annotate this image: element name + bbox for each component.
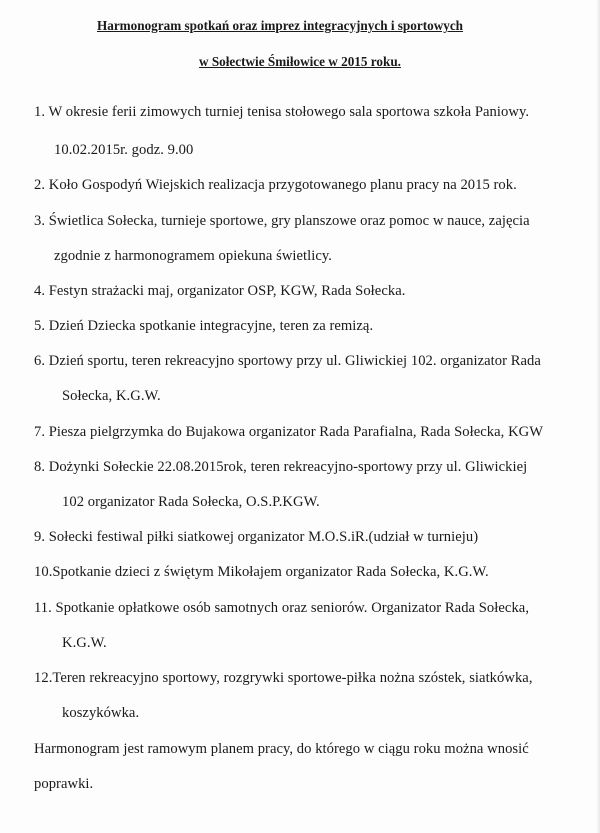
list-item-8-continuation: 102 organizator Rada Sołecka, O.S.P.KGW. bbox=[62, 494, 320, 510]
list-item-6-continuation: Sołecka, K.G.W. bbox=[62, 388, 161, 404]
list-item-1-continuation: 10.02.2015r. godz. 9.00 bbox=[54, 142, 194, 158]
scan-edge bbox=[596, 0, 600, 833]
list-item-9: 9. Sołecki festiwal piłki siatkowej organizator M.O.S.iR.(udział w turnieju) bbox=[34, 529, 479, 545]
closing-note-continuation: poprawki. bbox=[34, 776, 94, 792]
list-item-1: 1. W okresie ferii zimowych turniej tenisa stołowego sala sportowa szkoła Paniowy. bbox=[34, 104, 530, 120]
closing-note: Harmonogram jest ramowym planem pracy, do którego w ciągu roku można wnosić bbox=[34, 741, 529, 757]
document-title-line-2: w Sołectwie Śmiłowice w 2015 roku. bbox=[199, 54, 401, 69]
list-item-8: 8. Dożynki Sołeckie 22.08.2015rok, teren rekreacyjno-sportowy przy ul. Gliwickiej bbox=[34, 459, 528, 475]
list-item-11: 11. Spotkanie opłatkowe osób samotnych oraz seniorów. Organizator Rada Sołecka, bbox=[34, 600, 530, 616]
list-item-11-continuation: K.G.W. bbox=[62, 635, 107, 651]
list-item-6: 6. Dzień sportu, teren rekreacyjno sportowy przy ul. Gliwickiej 102. organizator Rada bbox=[34, 353, 541, 369]
list-item-5: 5. Dzień Dziecka spotkanie integracyjne, teren za remizą. bbox=[34, 318, 374, 334]
list-item-3-continuation: zgodnie z harmonogramem opiekuna świetlicy. bbox=[54, 248, 332, 264]
list-item-12-continuation: koszykówka. bbox=[62, 705, 140, 721]
list-item-2: 2. Koło Gospodyń Wiejskich realizacja przygotowanego planu pracy na 2015 rok. bbox=[34, 177, 517, 193]
list-item-12: 12.Teren rekreacyjno sportowy, rozgrywki sportowe-piłka nożna szóstek, siatkówka, bbox=[34, 670, 533, 686]
list-item-3: 3. Świetlica Sołecka, turnieje sportowe, gry planszowe oraz pomoc w nauce, zajęcia bbox=[34, 213, 530, 229]
list-item-4: 4. Festyn strażacki maj, organizator OSP, KGW, Rada Sołecka. bbox=[34, 283, 406, 299]
list-item-7: 7. Piesza pielgrzymka do Bujakowa organizator Rada Parafialna, Rada Sołecka, KGW bbox=[34, 424, 544, 440]
list-item-10: 10.Spotkanie dzieci z świętym Mikołajem organizator Rada Sołecka, K.G.W. bbox=[34, 564, 489, 580]
document-title-line-1: Harmonogram spotkań oraz imprez integracyjnych i sportowych bbox=[96, 18, 464, 33]
